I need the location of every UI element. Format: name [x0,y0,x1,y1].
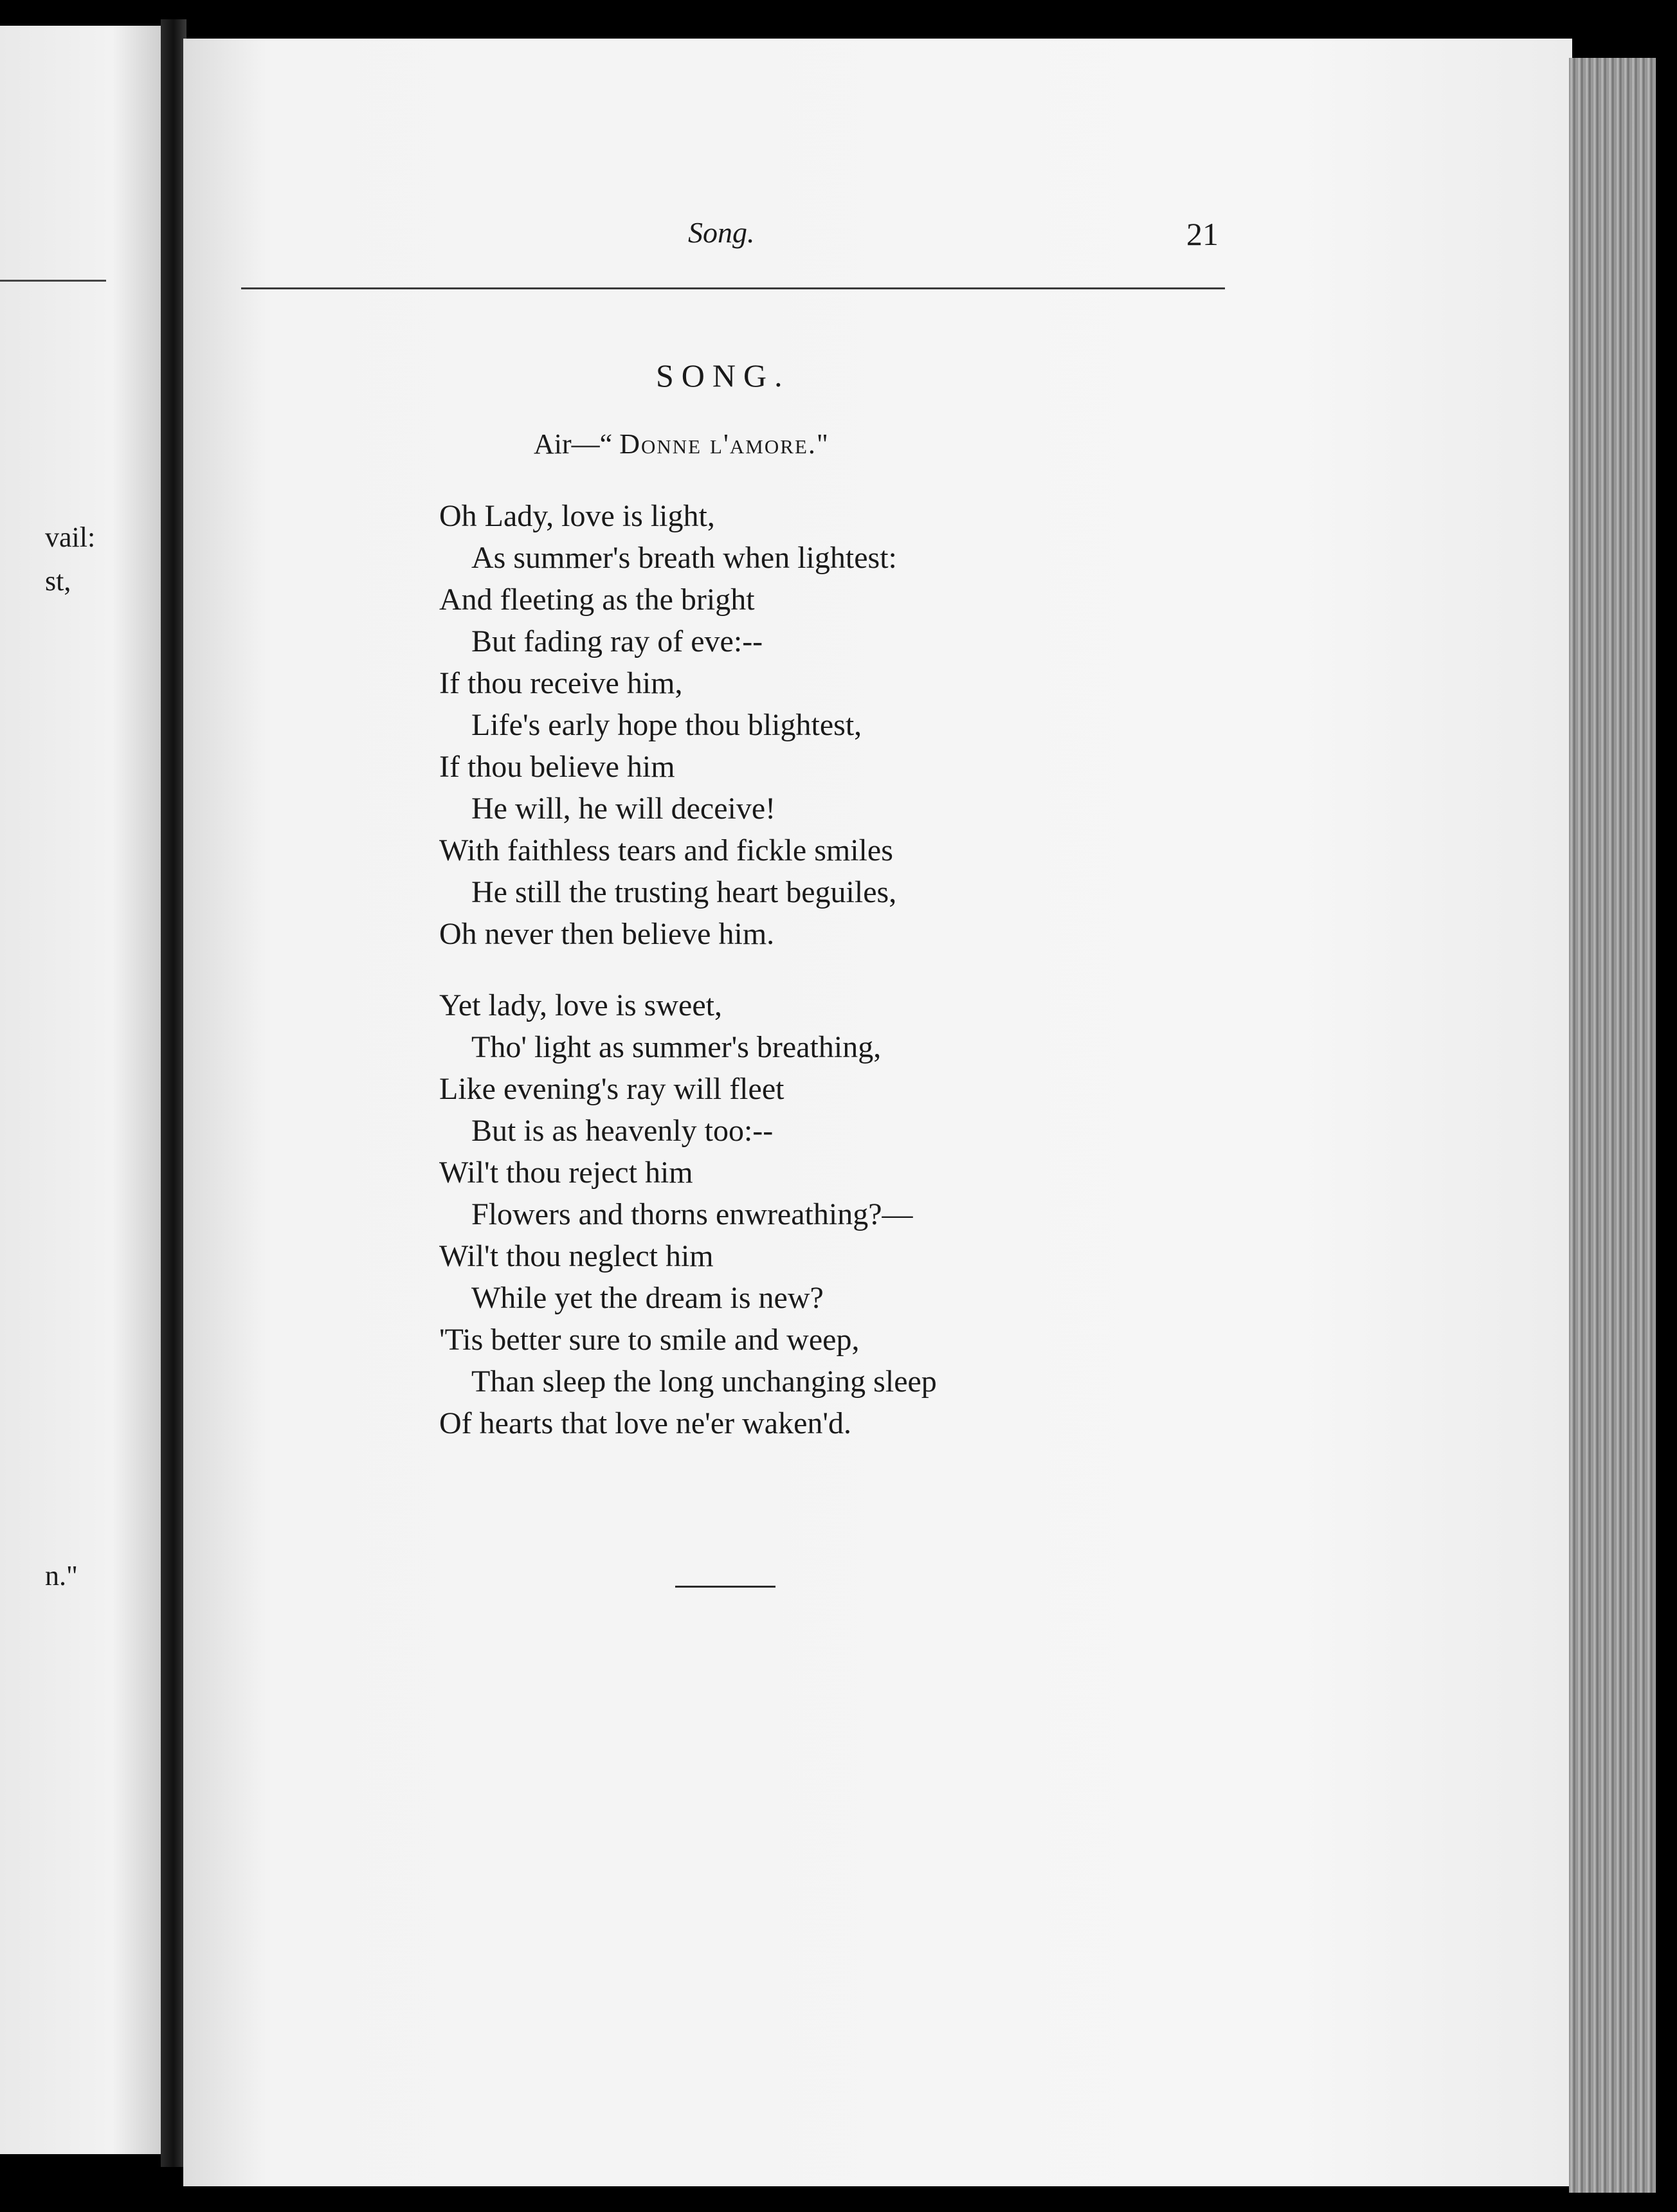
verse-line: As summer's breath when lightest: [471,541,897,575]
poem-body [439,495,1339,1444]
verse-line: He still the trusting heart beguiles, [471,875,897,909]
end-ornament-rule [675,1586,775,1588]
air-name: Donne l'amore. [619,428,817,460]
page-number: 21 [1186,216,1219,252]
verse-line: Flowers and thorns enwreathing?— [471,1197,913,1231]
verse-line: He will, he will deceive! [471,792,776,826]
verse-line: Wil't thou neglect him [439,1239,714,1273]
book-gutter [161,19,186,2167]
verse-line: Like evening's ray will fleet [439,1072,784,1106]
verse-line: If thou believe him [439,750,675,784]
verse-line: If thou receive him, [439,666,683,700]
header-rule [241,287,1225,289]
facing-page-text: n." [45,1560,78,1591]
air-prefix: Air—“ [534,428,620,460]
verse-line: With faithless tears and fickle smiles [439,833,893,867]
verse-line: Of hearts that love ne'er waken'd. [439,1406,852,1440]
verse-line: While yet the dream is new? [471,1281,824,1315]
facing-page-fragment [0,26,161,2154]
page-edges [1569,58,1656,2193]
facing-page-rule [0,280,106,282]
verse-line: But is as heavenly too:-- [471,1114,774,1148]
poem-title: SONG. [656,358,790,394]
verse-line: Life's early hope thou blightest, [471,708,862,742]
verse-line: And fleeting as the bright [439,583,755,617]
verse-line: Than sleep the long unchanging sleep [471,1364,937,1399]
verse-line: Yet lady, love is sweet, [439,988,722,1022]
running-head: Song. [688,216,755,249]
stanza-1 [439,495,1339,955]
verse-line: Oh Lady, love is light, [439,499,715,533]
verse-line: But fading ray of eve:-- [471,624,763,658]
facing-page-text: vail: [45,521,96,553]
facing-page-text: st, [45,565,71,597]
verse-line: Wil't thou reject him [439,1156,693,1190]
verse-line: 'Tis better sure to smile and weep, [439,1323,860,1357]
verse-line: Tho' light as summer's breathing, [471,1030,882,1064]
verse-line: Oh never then believe him. [439,917,775,951]
poem-air [534,428,828,460]
air-suffix: " [816,428,828,460]
stanza-2 [439,984,1339,1444]
